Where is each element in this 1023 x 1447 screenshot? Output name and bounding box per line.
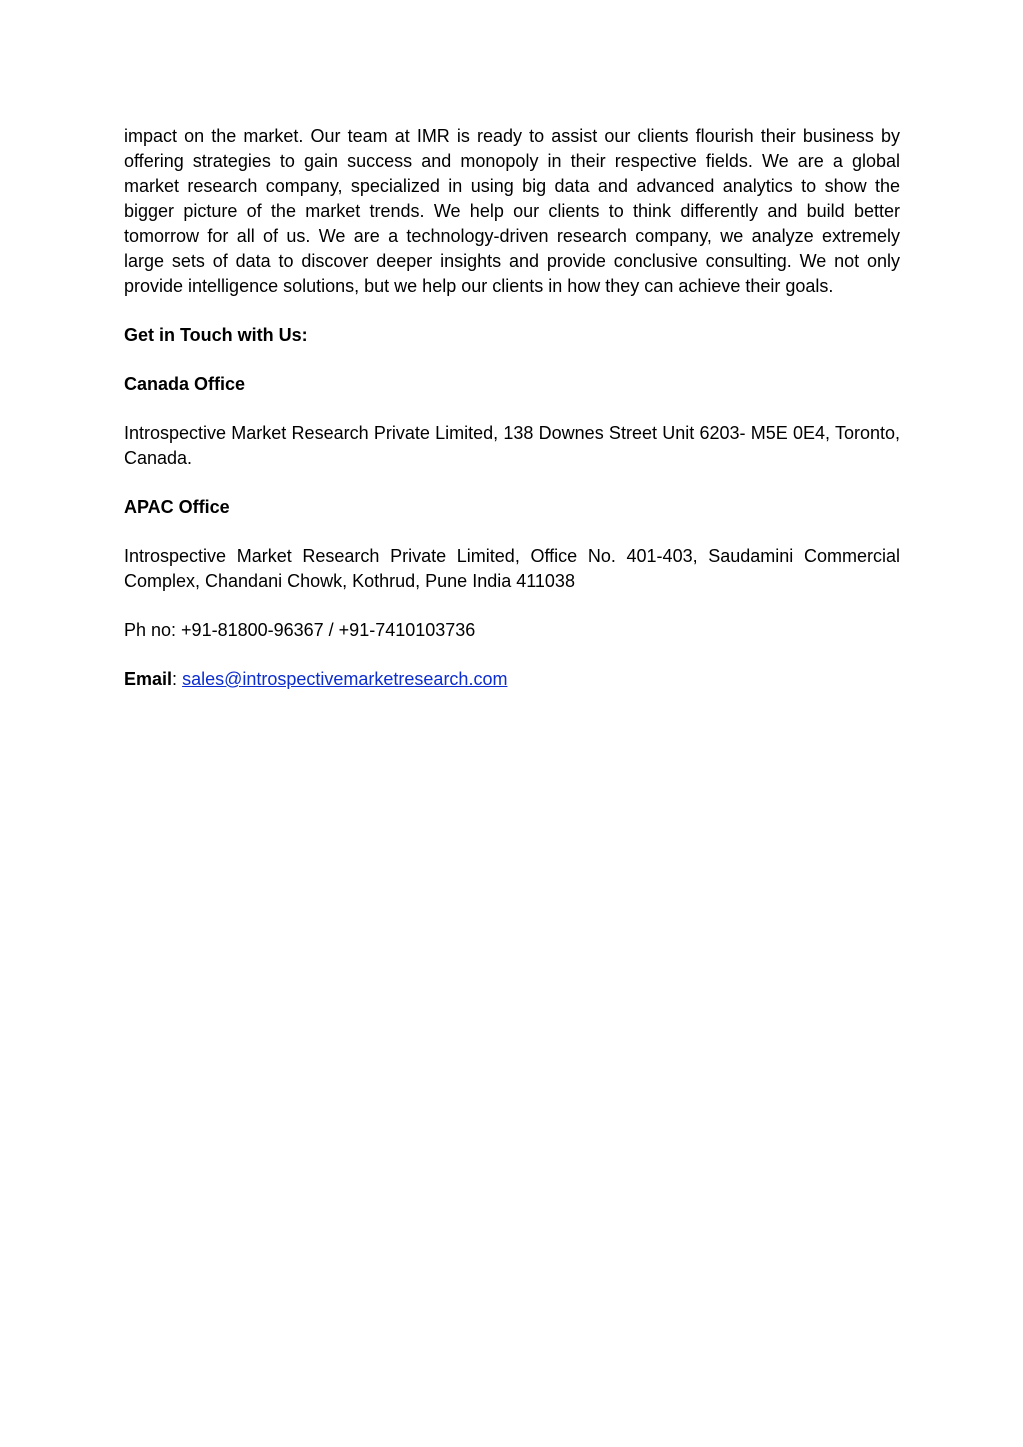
contact-heading: Get in Touch with Us: <box>124 325 308 345</box>
apac-office-heading: APAC Office <box>124 497 230 517</box>
email-link[interactable]: sales@introspectivemarketresearch.com <box>182 669 508 689</box>
document-page <box>124 124 900 716</box>
apac-office-address: Introspective Market Research Private Limited, Office No. 401-403, Saudamini Commercial Complex, Chandani Chowk, Kothrud, Pune India 411038 <box>124 546 900 591</box>
phone-numbers: Ph no: +91-81800-96367 / +91-7410103736 <box>124 620 476 640</box>
email-separator: : <box>172 669 178 689</box>
email-line <box>124 667 900 692</box>
canada-office-heading: Canada Office <box>124 374 246 394</box>
canada-office-address: Introspective Market Research Private Limited, 138 Downes Street Unit 6203- M5E 0E4, Toronto, Canada. <box>124 423 900 468</box>
intro-paragraph: impact on the market. Our team at IMR is ready to assist our clients flourish their business by offering strategies to gain success and monopoly in their respective fields. We are a global market research company, specialized in using big data and advanced analytics to show the bigger picture of the market trends. We help our clients to think differently and build better tomorrow for all of us. We are a technology-driven research company, we analyze extremely large sets of data to discover deeper insights and provide conclusive consulting. We not only provide intelligence solutions, but we help our clients in how they can achieve their goals. <box>124 126 900 296</box>
email-label: Email <box>124 669 173 689</box>
